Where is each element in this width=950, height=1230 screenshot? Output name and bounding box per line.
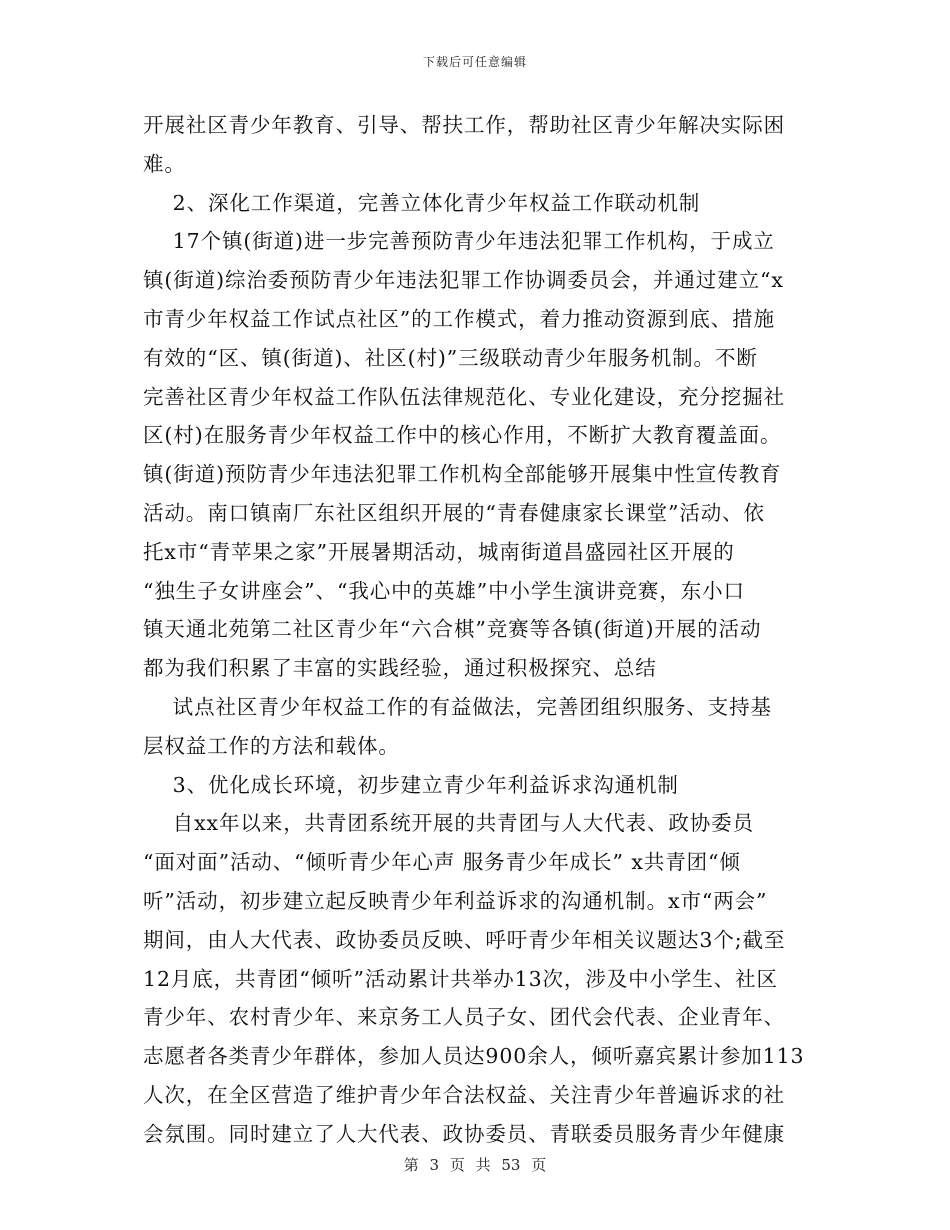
body-line: 青少年、农村青少年、来京务工人员子女、团代会代表、企业青年、 [143, 1005, 785, 1030]
body-line: 17个镇(街道)进一步完善预防青少年违法犯罪工作机构，于成立 [143, 229, 775, 254]
body-line: 有效的“区、镇(街道)、社区(村)”三级联动青少年服务机制。不断 [143, 345, 758, 370]
body-line: 区(村)在服务青少年权益工作中的核心作用，不断扩大教育覆盖面。 [143, 423, 782, 448]
body-line: 都为我们积累了丰富的实践经验，通过积极探究、总结 [143, 656, 657, 681]
body-line: 层权益工作的方法和载体。 [143, 733, 400, 758]
body-line: 12月底，共青团“倾听”活动累计共举办13次，涉及中小学生、社区 [143, 966, 778, 991]
body-line: 镇(街道)综治委预防青少年违法犯罪工作协调委员会，并通过建立“x [143, 268, 784, 293]
body-line: 市青少年权益工作试点社区”的工作模式，着力推动资源到底、措施 [143, 306, 775, 331]
section-heading: 2、深化工作渠道，完善立体化青少年权益工作联动机制 [143, 190, 701, 215]
body-line: 听”活动，初步建立起反映青少年利益诉求的沟通机制。x市“两会” [143, 888, 768, 913]
page-header-note: 下载后可任意编辑 [422, 55, 527, 69]
body-line: 试点社区青少年权益工作的有益做法，完善团组织服务、支持基 [143, 694, 772, 719]
body-line: 镇(街道)预防青少年违法犯罪工作机构全部能够开展集中性宣传教育 [143, 462, 782, 487]
body-line: 期间，由人大代表、政协委员反映、呼吁青少年相关议题达3个;截至 [143, 927, 786, 952]
document-body [143, 106, 807, 1154]
body-line: 托x市“青苹果之家”开展暑期活动，城南街道昌盛园社区开展的 [143, 539, 735, 564]
body-line: 镇天通北苑第二社区青少年“六合棋”竞赛等各镇(街道)开展的活动 [143, 617, 762, 642]
body-line: 自xx年以来，共青团系统开展的共青团与人大代表、政协委员 [143, 811, 754, 836]
body-line: 志愿者各类青少年群体，参加人员达900余人，倾听嘉宾累计参加113 [143, 1044, 805, 1069]
body-line: 开展社区青少年教育、引导、帮扶工作，帮助社区青少年解决实际困 [143, 113, 785, 137]
body-line: 会氛围。同时建立了人大代表、政协委员、青联委员服务青少年健康 [143, 1121, 785, 1146]
body-line: 完善社区青少年权益工作队伍法律规范化、专业化建设，充分挖掘社 [143, 384, 785, 409]
body-line: 人次，在全区营造了维护青少年合法权益、关注青少年普遍诉求的社 [143, 1082, 785, 1107]
body-line: “独生子女讲座会”、“我心中的英雄”中小学生演讲竞赛，东小口 [143, 578, 745, 603]
body-line: “面对面”活动、“倾听青少年心声 服务青少年成长” x共青团“倾 [143, 850, 741, 875]
body-line: 难。 [143, 151, 186, 176]
page-number-footer: 第 3 页 共 53 页 [403, 1156, 547, 1174]
body-line: 活动。南口镇南厂东社区组织开展的“青春健康家长课堂”活动、依 [143, 500, 765, 525]
section-heading: 3、优化成长环境，初步建立青少年利益诉求沟通机制 [143, 772, 679, 797]
